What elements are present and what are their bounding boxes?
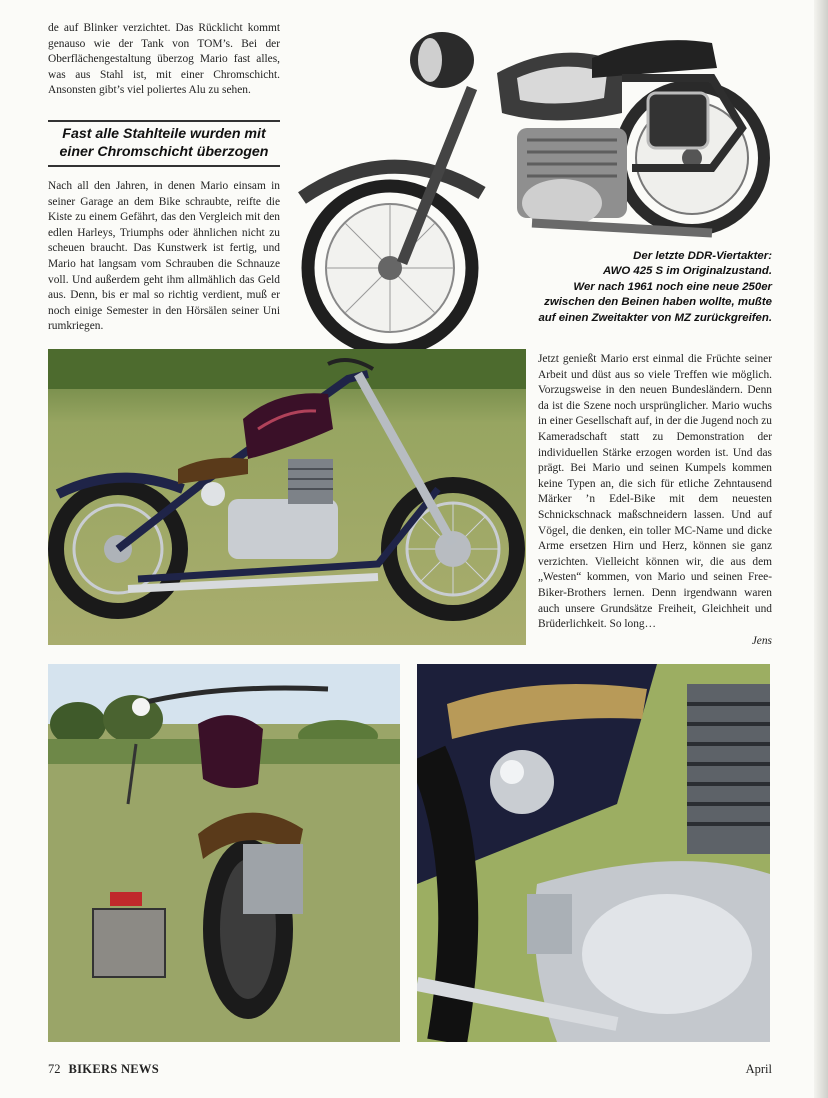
page-number: 72 xyxy=(48,1062,61,1076)
photo-caption xyxy=(470,249,772,326)
magazine-name: BIKERS NEWS xyxy=(68,1062,159,1076)
page-edge-shadow xyxy=(814,0,828,1098)
subheadline-line-1: Fast alle Stahlteile wurden mit xyxy=(62,126,266,142)
page-footer-left xyxy=(48,1062,159,1077)
photo-engine-closeup xyxy=(417,664,770,1042)
caption-line-5: auf einen Zweitakter von MZ zurückgreifen. xyxy=(538,311,772,324)
left-column-paragraph: Nach all den Jahren, in denen Mario einsam in seiner Garage an dem Bike schraubte, reifte die Kiste zu einem Gefährt, das den Vergleich mit den edlen Harleys, Triumphs oder ähnlichen nicht zu scheuen braucht. Das Kunstwerk ist fertig, und Mario hat langsam vom Schrauben die Schnauze voll. Und außerdem geht ihm allmählich das Geld aus. Denn, bis er mal so richtig verdient, muß er noch einige Semester in den Hörsälen seiner Uni rumkriegen. xyxy=(48,180,280,333)
caption-line-2: AWO 425 S im Originalzustand. xyxy=(603,265,772,278)
caption-line-3: Wer nach 1961 noch eine neue 250er xyxy=(573,280,772,293)
caption-line-1: Der letzte DDR-Viertakter: xyxy=(633,250,772,262)
caption-line-4: zwischen den Beinen haben wollte, mußte xyxy=(544,296,772,309)
photo-chopper-rear xyxy=(48,664,400,1042)
author-signature: Jens xyxy=(751,635,772,647)
subheadline-line-2: einer Chromschicht überzogen xyxy=(59,144,269,160)
subheadline xyxy=(48,125,280,161)
issue-month: April xyxy=(745,1062,772,1076)
subheadline-bottom-rule xyxy=(48,165,280,167)
photo-chopper-side xyxy=(48,349,526,645)
right-column-paragraph: Jetzt genießt Mario erst einmal die Früchte seiner Arbeit und düst aus so viele Treffen wie möglich. Vorzugsweise in den neuen Bundesländern. Denn da ist die Szene noch ursprünglicher. Mario wuchs in einer Gesellschaft auf, in der die Jugend noch zu Kameradschaft statt zu Demonstration der individuellen Stärke erzogen worden ist. Und das prägt. Bei Mario und seinen Kumpels kommen keine Typen an, die sich für etliche Zehntausend Märker ’n Edel-Bike mit dem neuesten Schnickschnack maßschneidern lassen. Und auf Vögel, die denken, ein toller MC-Name und dicke Arme ersetzen Hirn und Herz, können sie ganz verzichten. Vielleicht können wir, die aus dem „Westen“ kommen, von Mario und seinen Free-Biker-Brothers lernen. Denn irgendwann waren auch unsere Grundsätze Freiheit, Gleichheit und Brüderlichkeit. So long… xyxy=(538,353,772,631)
subheadline-top-rule xyxy=(48,120,280,122)
intro-paragraph: de auf Blinker verzichtet. Das Rücklicht kommt genauso wie der Tank von TOM’s. Bei der Oberflächengestaltung überzog Mario fast alles, was aus Stahl ist, mit einer Chromschicht. Ansonsten gibt’s viel poliertes Alu zu sehen. xyxy=(48,22,280,97)
